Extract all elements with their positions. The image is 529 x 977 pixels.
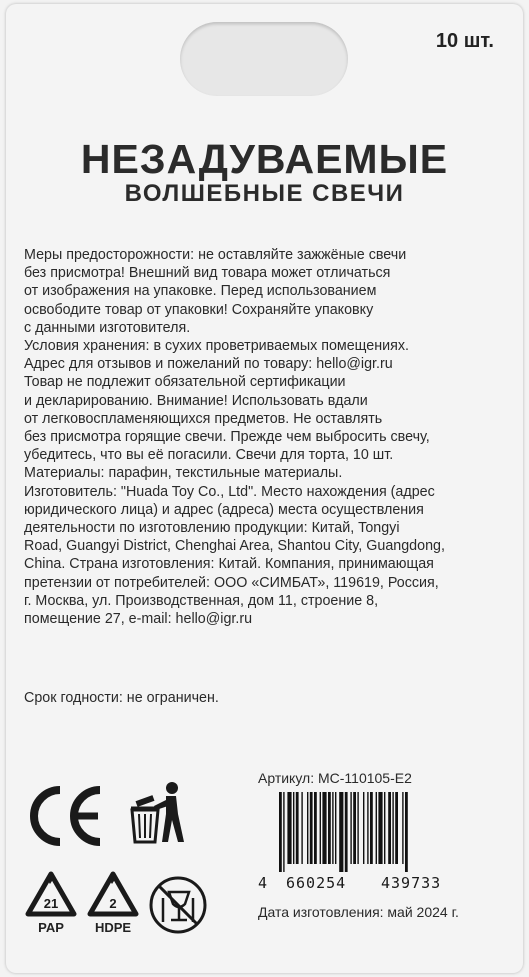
barcode-bar <box>350 792 351 864</box>
pap-number: 21 <box>43 896 59 911</box>
barcode-bar <box>332 792 333 864</box>
barcode-bar <box>328 792 331 864</box>
barcode-bar <box>395 792 398 864</box>
barcode-bar <box>384 792 385 864</box>
hdpe-label: HDPE <box>94 920 132 935</box>
barcode-bar <box>310 792 313 864</box>
info-line: г. Москва, ул. Производственная, дом 11, строение 8, <box>24 592 379 609</box>
info-line: юридического лица) и адрес (адреса) места осуществления <box>24 501 424 518</box>
info-line: убедитесь, что вы её погасили. Свечи для торта, 10 шт. <box>24 447 394 464</box>
info-line: освободите товар от упаковки! Сохраняйте упаковку <box>24 301 374 318</box>
recycle-hdpe-icon <box>86 870 140 920</box>
ce-mark-icon <box>24 784 108 848</box>
shelf-life: Срок годности: не ограничен. <box>24 690 219 706</box>
barcode-bar <box>376 792 377 864</box>
info-line: Road, Guangyi District, Chenghai Area, Shantou City, Guangdong, <box>24 538 445 555</box>
hang-hole <box>180 22 348 96</box>
info-line: China. Страна изготовления: Китай. Компания, принимающая <box>24 556 434 573</box>
barcode-bar <box>370 792 373 864</box>
not-food-contact-icon <box>147 874 209 936</box>
barcode-bar <box>353 792 356 864</box>
info-line: Условия хранения: в сухих проветриваемых помещениях. <box>24 338 409 355</box>
barcode-bar <box>363 792 364 864</box>
info-line: без присмотра горящие свечи. Прежде чем выбросить свечу, <box>24 429 430 446</box>
barcode-bar <box>392 792 393 864</box>
info-line: Адрес для отзывов и пожеланий по товару: hello@igr.ru <box>24 356 393 373</box>
info-line: Товар не подлежит обязательной сертификации <box>24 374 346 391</box>
info-line: и декларированию. Внимание! Использовать вдали <box>24 392 368 409</box>
info-line: Меры предосторожности: не оставляйте зажжёные свечи <box>24 247 407 263</box>
barcode-bar <box>283 792 284 872</box>
barcode-bar <box>378 792 382 864</box>
info-line: от легковоспламеняющихся предметов. Не оставлять <box>24 410 383 427</box>
barcode-bar <box>320 792 321 864</box>
barcode-bar <box>335 792 336 864</box>
product-subtitle: ВОЛШЕБНЫЕ СВЕЧИ <box>124 180 405 207</box>
barcode-first-digit: 4 <box>258 874 269 892</box>
item-count: 10 шт. <box>435 30 494 52</box>
article-number: Артикул: MC-110105-E2 <box>258 770 412 786</box>
product-title: НЕЗАДУВАЕМЫЕ <box>80 136 449 182</box>
recycle-pap-icon <box>24 870 78 920</box>
info-line: помещение 27, e-mail: hello@igr.ru <box>24 611 253 628</box>
barcode-bar <box>322 792 326 864</box>
barcode-bar <box>405 792 408 872</box>
barcode-bar <box>402 792 403 864</box>
barcode-bar <box>293 792 294 864</box>
barcode-bar <box>307 792 308 864</box>
barcode-bar <box>301 792 302 864</box>
barcode <box>277 792 463 872</box>
barcode-bar <box>287 792 291 864</box>
barcode-bar <box>388 792 391 864</box>
barcode-bar <box>367 792 368 864</box>
barcode-bar <box>279 792 282 872</box>
info-line: деятельности по изготовлению продукции: Китай, Tongyi <box>24 520 400 537</box>
hdpe-number: 2 <box>109 896 117 911</box>
info-line: Изготовитель: "Huada Toy Co., Ltd". Место нахождения (адрес <box>24 483 435 500</box>
info-line: с данными изготовителя. <box>24 319 191 336</box>
barcode-bar <box>314 792 317 864</box>
barcode-right-digits: 439733 <box>381 874 442 892</box>
barcode-bar <box>296 792 299 864</box>
barcode-bar <box>339 792 343 872</box>
info-line: претензии от потребителей: ООО «СИМБАТ», 119619, Россия, <box>24 574 439 591</box>
manufacture-date: Дата изготовления: май 2024 г. <box>258 904 459 920</box>
tidyman-bin-icon <box>128 780 186 846</box>
pap-label: PAP <box>38 920 64 935</box>
barcode-left-digits: 660254 <box>286 874 347 892</box>
product-info-text <box>24 246 494 628</box>
info-line: без присмотра! Внешний вид товара может отличаться <box>24 265 391 282</box>
barcode-bar <box>357 792 358 864</box>
info-line: Материалы: парафин, текстильные материалы. <box>24 465 343 482</box>
barcode-bar <box>345 792 348 872</box>
info-line: от изображения на упаковке. Перед использованием <box>24 283 377 300</box>
